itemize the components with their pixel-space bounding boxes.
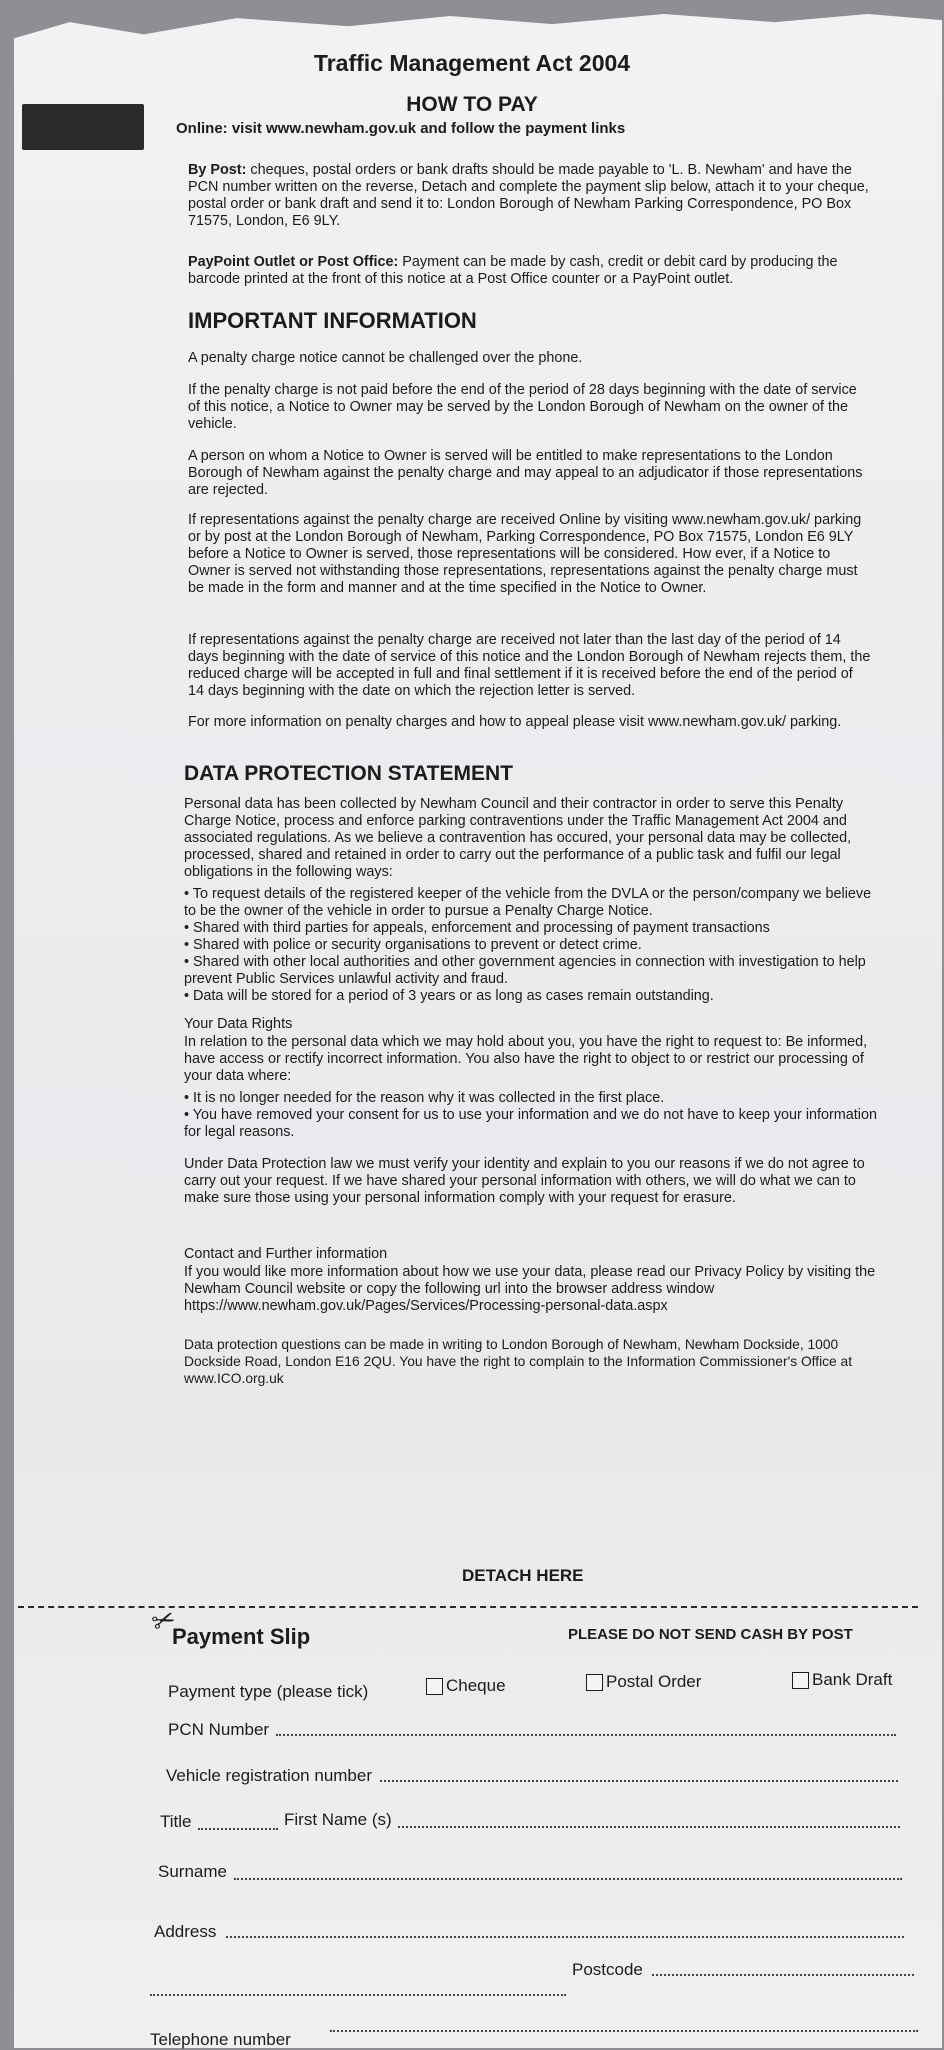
scissors-icon: ✂ — [147, 1601, 181, 1640]
dp-bullet: • Shared with other local authorities and other government agencies in connection with investigation to help prevent Public Services unlawful activity and fraud. — [184, 954, 866, 987]
bank-draft-option[interactable] — [792, 1670, 892, 1690]
post-text: cheques, postal orders or bank drafts should be made payable to 'L. B. Newham' and have the PCN number written on the reverse, Detach and complete the payment slip below, attach it to your cheque, postal order or bank draft and send it to: London Borough of Newham Parking Correspondence, PO Box 71575, London, E6 9LY. — [188, 162, 869, 229]
no-cash-warning: PLEASE DO NOT SEND CASH BY POST — [568, 1626, 853, 1643]
bank-draft-checkbox[interactable] — [792, 1672, 809, 1689]
telephone-label: Telephone number — [150, 2030, 291, 2049]
rights-text: In relation to the personal data which we may hold about you, you have the right to request to: Be informed, have access or rectify incorrect information. You also have the right to object to or restrict our processing of your data where: — [184, 1034, 868, 1084]
cheque-label: Cheque — [446, 1676, 506, 1695]
dp-bullet: • Data will be stored for a period of 3 years or as long as cases remain outstanding. — [184, 988, 714, 1004]
ico-text: Data protection questions can be made in writing to London Borough of Newham, Newham Dockside, 1000 Dockside Road, London E16 2QU. You have the right to complain to the Information Commissioner's Office at www.ICO.org.uk — [184, 1337, 853, 1386]
important-p3: A person on whom a Notice to Owner is served will be entitled to make representations to the London Borough of Newham against the penalty charge and may appeal to an adjudicator if those representations are rejected. — [188, 448, 863, 498]
rights-bullet: • It is no longer needed for the reason why it was collected in the first place. — [184, 1090, 665, 1106]
paypoint-payment — [188, 254, 868, 288]
surname-label: Surname — [158, 1862, 227, 1881]
important-p2: If the penalty charge is not paid before the end of the period of 28 days beginning with the date of service of this notice, a Notice to Owner may be served by the London Borough of Newham on the owner of the vehicle. — [188, 382, 857, 432]
address-label: Address — [154, 1922, 217, 1941]
bank-draft-label: Bank Draft — [812, 1670, 893, 1689]
cheque-option[interactable] — [426, 1676, 506, 1696]
address-line-2-field[interactable] — [150, 1994, 566, 1996]
data-protection-heading: DATA PROTECTION STATEMENT — [184, 762, 513, 785]
post-payment — [188, 162, 876, 230]
postal-order-checkbox[interactable] — [586, 1674, 603, 1691]
rights-bullet: • You have removed your consent for us to use your information and we do not have to keep your information for legal reasons. — [184, 1107, 878, 1140]
dp-intro: Personal data has been collected by Newham Council and their contractor in order to serve this Penalty Charge Notice, process and enforce parking contraventions under the Traffic Management Act 2004 and associated regulations. As we believe a contravention has occured, your personal data may be collected, processed, shared and retained in order to carry out the performance of a public task and fulfil our legal obligations in the following ways: — [184, 796, 852, 880]
paypoint-label: PayPoint Outlet or Post Office: — [188, 254, 399, 270]
postcode-field[interactable] — [652, 1974, 914, 1976]
pcn-label: PCN Number — [168, 1720, 270, 1739]
detach-here-label: DETACH HERE — [462, 1566, 584, 1585]
vrn-label: Vehicle registration number — [166, 1766, 373, 1785]
dp-bullet: • Shared with police or security organisations to prevent or detect crime. — [184, 937, 642, 953]
payment-type-label: Payment type (please tick) — [168, 1682, 369, 1701]
title-label: Title — [160, 1812, 192, 1831]
rights-bullets — [184, 1090, 884, 1141]
postcode-label: Postcode — [572, 1960, 643, 1979]
payment-slip-title: Payment Slip — [172, 1624, 311, 1649]
verify-text: Under Data Protection law we must verify your identity and explain to you our reasons if we do not agree to carry out your request. If we have shared your personal information with others, we will do what we can to make sure those using your personal information comply with your request for erasure. — [184, 1156, 865, 1206]
first-name-field[interactable] — [398, 1826, 900, 1828]
post-label: By Post: — [188, 162, 247, 178]
rights-heading: Your Data Rights — [184, 1016, 293, 1032]
important-p4: If representations against the penalty charge are received Online by visiting www.newham.gov.uk/ parking or by post at the London Borough of Newham, Parking Correspondence, PO Box 71575, London E6 9LY before a Notice to Owner is served, those representations will be considered. How ever, if a Notice to Owner is served not withstanding those representations, representations against the penalty charge must be made in the form and manner and at the time specified in the Notice to Owner. — [188, 512, 862, 596]
cheque-checkbox[interactable] — [426, 1678, 443, 1695]
online-payment: Online: visit www.newham.gov.uk and follow the payment links — [176, 120, 626, 137]
dp-bullet: • To request details of the registered keeper of the vehicle from the DVLA or the person/company we believe to be the owner of the vehicle in order to pursue a Penalty Charge Notice. — [184, 886, 872, 919]
postal-order-option[interactable] — [586, 1672, 701, 1692]
important-heading: IMPORTANT INFORMATION — [188, 308, 477, 333]
important-p6: For more information on penalty charges and how to appeal please visit www.newham.gov.uk/ parking. — [188, 714, 842, 730]
first-name-label: First Name (s) — [284, 1810, 392, 1829]
how-to-pay-heading: HOW TO PAY — [406, 93, 538, 116]
title-field[interactable] — [198, 1828, 278, 1830]
telephone-field[interactable] — [330, 2030, 918, 2032]
surname-field[interactable] — [234, 1878, 902, 1880]
act-title: Traffic Management Act 2004 — [313, 50, 631, 76]
dp-bullet: • Shared with third parties for appeals, enforcement and processing of payment transactions — [184, 920, 770, 936]
address-field[interactable] — [226, 1936, 904, 1938]
dp-bullets — [184, 886, 884, 1005]
contact-text: If you would like more information about how we use your data, please read our Privacy Policy by visiting the Newham Council website or copy the following url into the browser address window https://www.newham.gov.uk/Pages/Services/Processing-personal-data.aspx — [184, 1264, 876, 1314]
important-p1: A penalty charge notice cannot be challenged over the phone. — [188, 350, 583, 366]
important-p5: If representations against the penalty charge are received not later than the last day of the period of 14 days beginning with the date of service of this notice and the London Borough of Newham rejects them, the reduced charge will be accepted in full and final settlement if it is received before the end of the period of 14 days beginning with the date on which the rejection letter is served. — [188, 632, 871, 699]
pcn-field[interactable] — [276, 1734, 896, 1736]
postal-order-label: Postal Order — [606, 1672, 702, 1691]
paypoint-text: Payment can be made by cash, credit or debit card by producing the barcode printed at the front of this notice at a Post Office counter or a PayPoint outlet. — [188, 254, 838, 287]
vrn-field[interactable] — [380, 1780, 898, 1782]
contact-heading: Contact and Further information — [184, 1246, 388, 1262]
